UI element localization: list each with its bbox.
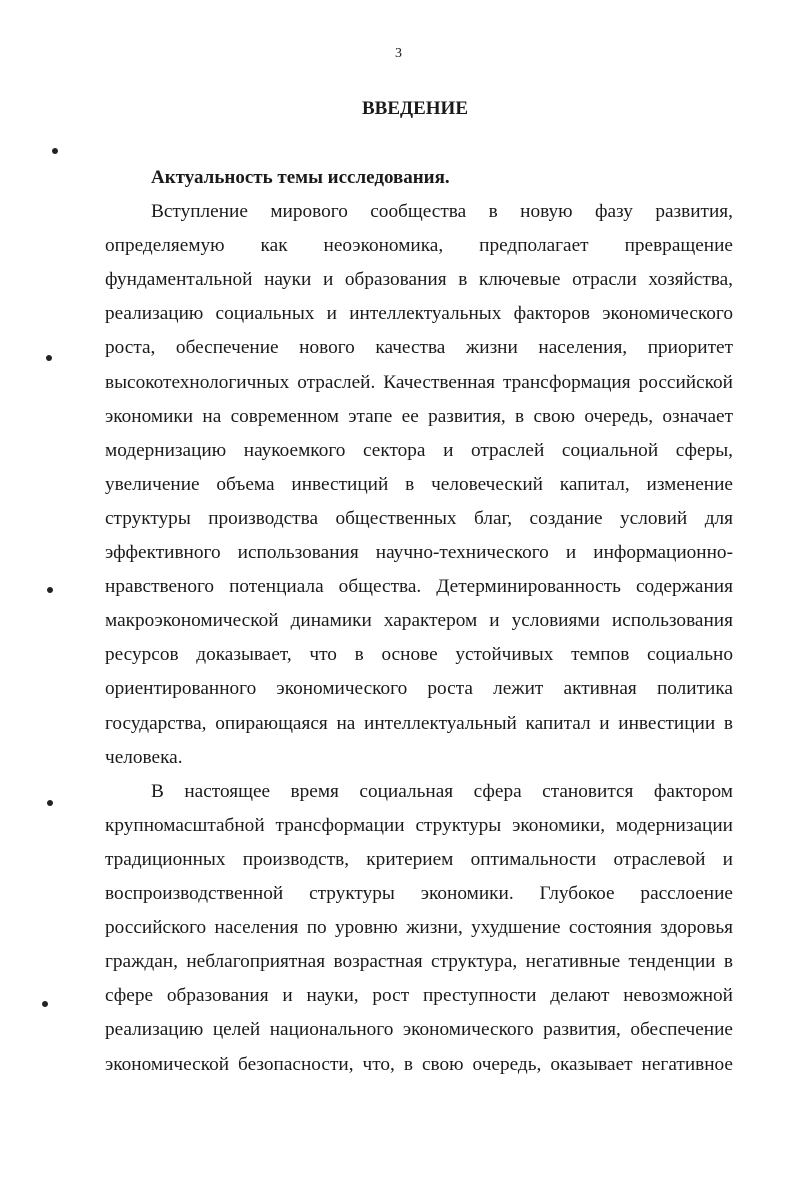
text-line: высокотехнологичных отраслей. Качественная трансформация российской	[105, 371, 733, 393]
text-line: реализацию целей национального экономического развития, обеспечение	[105, 1019, 733, 1041]
text-line: ресурсов доказывает, что в основе устойчивых темпов социально	[105, 644, 733, 666]
text-line: сфере образования и науки, рост преступности делают невозможной	[105, 985, 733, 1007]
text-line: структуры производства общественных благ, создание условий для	[105, 507, 733, 529]
text-line: нравственого потенциала общества. Детерминированность содержания	[105, 576, 733, 598]
text-line: российского населения по уровню жизни, ухудшение состояния здоровья	[105, 917, 733, 939]
text-line: воспроизводственной структуры экономики. Глубокое расслоение	[105, 883, 733, 904]
text-line: роста, обеспечение нового качества жизни населения, приоритет	[105, 337, 733, 359]
text-line: экономики на современном этапе ее развития, в свою очередь, означает	[105, 405, 733, 427]
text-line: увеличение объема инвестиций в человеческий капитал, изменение	[105, 473, 733, 495]
text-line: традиционных производств, критерием оптимальности отраслевой и	[105, 848, 733, 870]
section-title: Актуальность темы исследования.	[151, 167, 450, 188]
text-line: макроэкономической динамики характером и условиями использования	[105, 610, 733, 632]
text-line: граждан, неблагоприятная возрастная структура, негативные тенденции в	[105, 951, 733, 973]
chapter-heading: ВВЕДЕНИЕ	[362, 98, 468, 119]
scan-speck-icon	[47, 800, 53, 806]
text-line: модернизацию наукоемкого сектора и отраслей социальной сферы,	[105, 439, 733, 461]
scan-speck-icon	[52, 148, 58, 154]
scan-speck-icon	[47, 587, 53, 593]
text-line: реализацию социальных и интеллектуальных факторов экономического	[105, 303, 733, 325]
scan-speck-icon	[42, 1001, 48, 1007]
text-line: фундаментальной науки и образования в ключевые отрасли хозяйства,	[105, 269, 733, 291]
page-number: 3	[395, 46, 402, 61]
text-line: государства, опирающаяся на интеллектуальный капитал и инвестиции в	[105, 712, 733, 734]
text-line: Вступление мирового сообщества в новую фазу развития,	[151, 201, 733, 222]
text-line: экономической безопасности, что, в свою очередь, оказывает негативное	[105, 1053, 733, 1075]
text-line: ориентированного экономического роста лежит активная политика	[105, 678, 733, 700]
scan-speck-icon	[46, 355, 52, 361]
text-line: В настоящее время социальная сфера становится фактором	[151, 780, 733, 802]
text-line: эффективного использования научно-технического и информационно-	[105, 542, 733, 563]
text-line: человека.	[105, 746, 183, 768]
text-line: крупномасштабной трансформации структуры экономики, модернизации	[105, 814, 733, 836]
text-line: определяемую как неоэкономика, предполагает превращение	[105, 235, 733, 257]
